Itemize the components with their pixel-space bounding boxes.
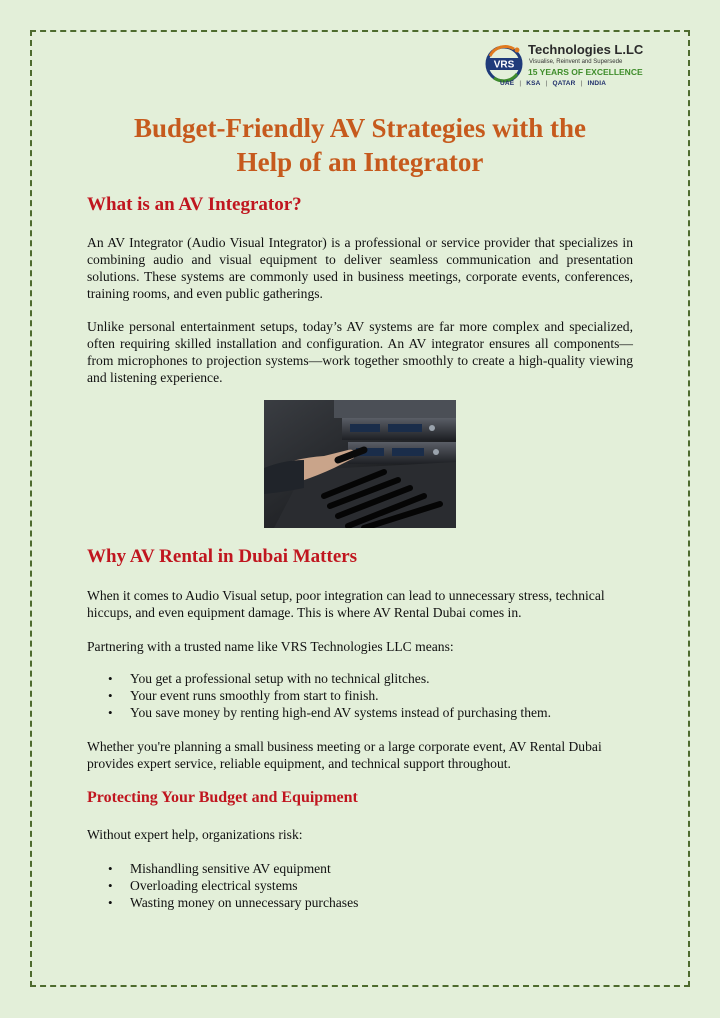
- paragraph-why-3: Whether you're planning a small business meeting or a large corporate event, AV Rental Dubai provides expert service, reliable equipment, and technical support throughout.: [87, 739, 602, 771]
- region-india: INDIA: [587, 80, 607, 87]
- av-equipment-photo: [264, 400, 456, 528]
- region-uae: UAE: [500, 80, 515, 87]
- title-line-2: Help of an Integrator: [236, 147, 484, 177]
- paragraph-protect-1: Without expert help, organizations risk:: [87, 827, 303, 842]
- region-ksa: KSA: [526, 80, 541, 87]
- region-qatar: QATAR: [552, 80, 576, 87]
- company-logo: [484, 42, 644, 92]
- list-item: • Wasting money on unnecessary purchases: [87, 894, 647, 911]
- title-line-1: Budget-Friendly AV Strategies with the: [134, 113, 586, 143]
- logo-regions: UAE | KSA | QATAR | INDIA: [500, 80, 607, 87]
- av-rack-illustration: [264, 400, 456, 528]
- paragraph-why-2: Partnering with a trusted name like VRS Technologies LLC means:: [87, 639, 454, 654]
- vrs-logo-icon: [484, 44, 524, 84]
- paragraph-why-1: When it comes to Audio Visual setup, poor integration can lead to unnecessary stress, technical hiccups, and even equipment damage. This is where AV Rental Dubai comes in.: [87, 588, 605, 620]
- logo-years: 15 YEARS OF EXCELLENCE: [528, 67, 643, 77]
- heading-what-is-av-integrator: What is an AV Integrator?: [87, 194, 302, 215]
- list-item: • Overloading electrical systems: [87, 877, 647, 894]
- page-title: [60, 111, 660, 179]
- logo-tagline: Visualise, Reinvent and Supersede: [529, 59, 623, 65]
- logo-company-name: Technologies L.LC: [528, 42, 644, 57]
- heading-why-av-rental: Why AV Rental in Dubai Matters: [87, 546, 358, 567]
- list-item: • You get a professional setup with no technical glitches.: [87, 670, 647, 687]
- list-item: • Mishandling sensitive AV equipment: [87, 860, 647, 877]
- list-item: • Your event runs smoothly from start to finish.: [87, 687, 647, 704]
- risks-list: [87, 860, 647, 911]
- list-item: • You save money by renting high-end AV systems instead of purchasing them.: [87, 704, 647, 721]
- benefits-list: [87, 670, 647, 721]
- heading-protecting-budget: Protecting Your Budget and Equipment: [87, 789, 358, 806]
- paragraph-what-2: Unlike personal entertainment setups, today’s AV systems are far more complex and specialized, often requiring skilled installation and configuration. An AV integrator ensures all components—from microphones to projection systems—work together smoothly to create a high-quality viewing and listening experience.: [87, 319, 633, 385]
- paragraph-what-1: An AV Integrator (Audio Visual Integrator) is a professional or service provider that specializes in combining audio and visual equipment to deliver seamless communication and presentation solutions. These systems are commonly used in business meetings, corporate events, conferences, training rooms, and even public gatherings.: [87, 235, 633, 301]
- logo-mark-text: VRS: [493, 59, 515, 71]
